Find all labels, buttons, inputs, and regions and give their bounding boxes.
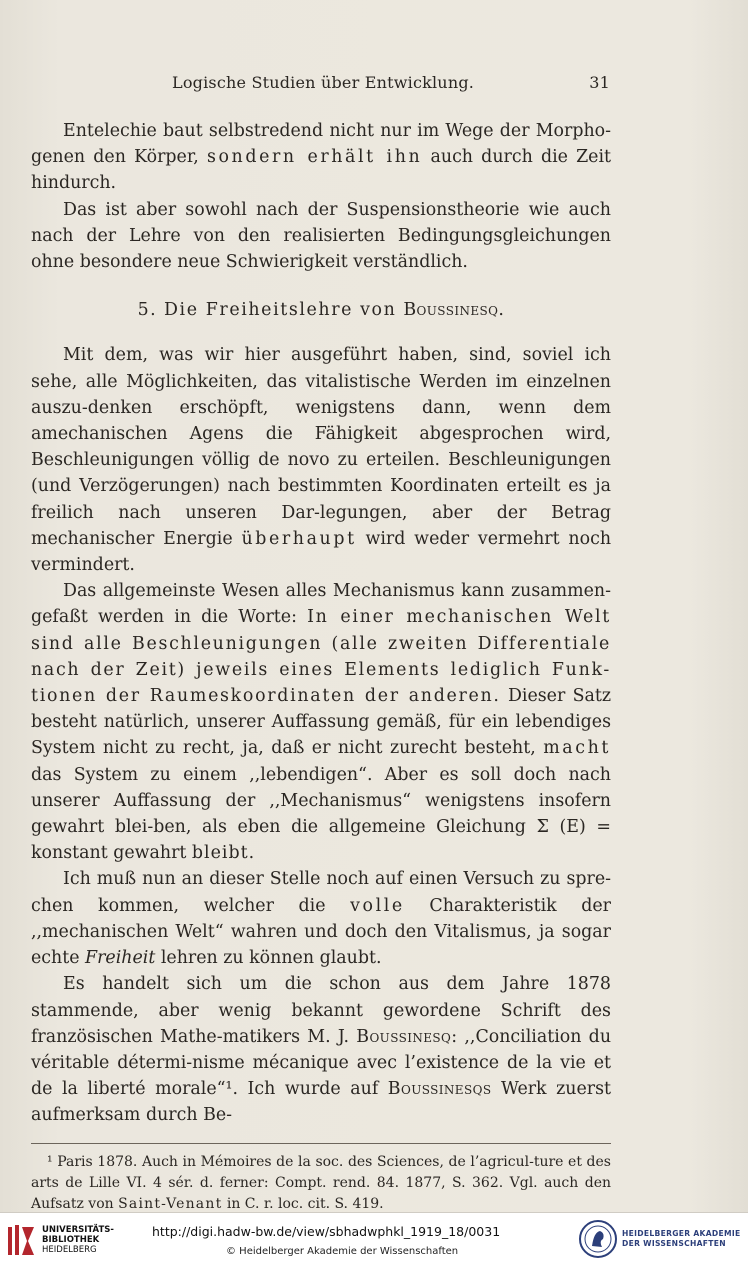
- academy-name: HEIDELBERGER AKADEMIE DER WISSENSCHAFTEN: [622, 1229, 741, 1248]
- paragraph: Das allgemeinste Wesen alles Mechanismus kann zusammen-gefaßt werden in die Worte: In einer mechanischen Welt sind alle Beschleunigungen (alle zweiten Differentiale nach der Zeit) jeweils eines Elements lediglich Funk-tionen der Raumeskoordinaten der anderen. Dieser Satz besteht natürlich, unserer Auffassung gemäß, für ein lebendiges System nicht zu recht, ja, daß er nicht zurecht besteht, macht das System zu einem ,,lebendigen“. Aber es soll doch nach unserer Auffassung der ,,Mechanismus“ wenigstens insofern gewahrt blei-ben, als eben die allgemeine Gleichung Σ (E) = konstant gewahrt bleibt.: [31, 581, 612, 864]
- copyright-notice: © Heidelberger Akademie der Wissenschaften: [226, 1246, 459, 1257]
- body-text: [31, 118, 611, 1215]
- viewer-footer-bar: [0, 1212, 748, 1266]
- permalink-url[interactable]: http://digi.hadw-bw.de/view/sbhadwphkl_1919_18/0031: [152, 1224, 501, 1239]
- academy-seal-icon: [578, 1219, 618, 1259]
- paragraph: Das ist aber sowohl nach der Suspensionstheorie wie auch nach der Lehre von den realisierten Bedingungsgleichungen ohne besondere neue Schwierigkeit verständlich.: [31, 199, 611, 273]
- paragraph: Mit dem, was wir hier ausgeführt haben, sind, soviel ich sehe, alle Möglichkeiten, das vitalistische Werden im einzelnen auszu-denken erschöpft, wenigstens dann, wenn dem amechanischen Agens die Fähigkeit abgesprochen wird, Beschleunigungen völlig de novo zu erteilen. Beschleunigungen (und Verzögerungen) nach bestimmten Koordinaten erteilt es ja freilich nach unseren Dar-legungen, aber der Betrag mechanischer Energie überhaupt wird weder vermehrt noch vermindert.: [31, 345, 612, 576]
- paragraph: Es handelt sich um die schon aus dem Jahre 1878 stammende, aber wenig bekannt gewordene Schrift des französischen Mathe-matikers M. J. Boussinesq: ,,Conciliation du véritable détermi-nisme mécanique avec l’existence de la vie et de la liberté morale“¹. Ich wurde auf Boussinesqs Werk zuerst aufmerksam durch Be-: [31, 974, 612, 1126]
- running-title: Logische Studien über Entwicklung.: [172, 73, 475, 92]
- paragraph: Ich muß nun an dieser Stelle noch auf einen Versuch zu spre-chen kommen, welcher die volle Charakteristik der ,,mechanischen Welt“ wahren und doch den Vitalismus, ja sogar echte Freiheit lehren zu können glaubt.: [31, 869, 611, 969]
- footnote: ¹ Paris 1878. Auch in Mémoires de la soc. des Sciences, de l’agricul-ture et des arts de Lille VI. 4 sér. d. ferner: Compt. rend. 84. 1877, S. 362. Vgl. auch den Aufsatz von Saint-Venant in C. r. loc. cit. S. 419.: [31, 1143, 611, 1215]
- section-heading: 5. Die Freiheitslehre von Boussinesq.: [137, 300, 505, 321]
- university-library-logo-icon: [6, 1221, 38, 1259]
- university-library-name: UNIVERSITÄTS- BIBLIOTHEK HEIDELBERG: [42, 1225, 114, 1255]
- page-number: 31: [589, 73, 610, 92]
- paragraph: Entelechie baut selbstredend nicht nur im Wege der Morpho-genen den Körper, sondern erhält ihn auch durch die Zeit hindurch.: [31, 121, 612, 194]
